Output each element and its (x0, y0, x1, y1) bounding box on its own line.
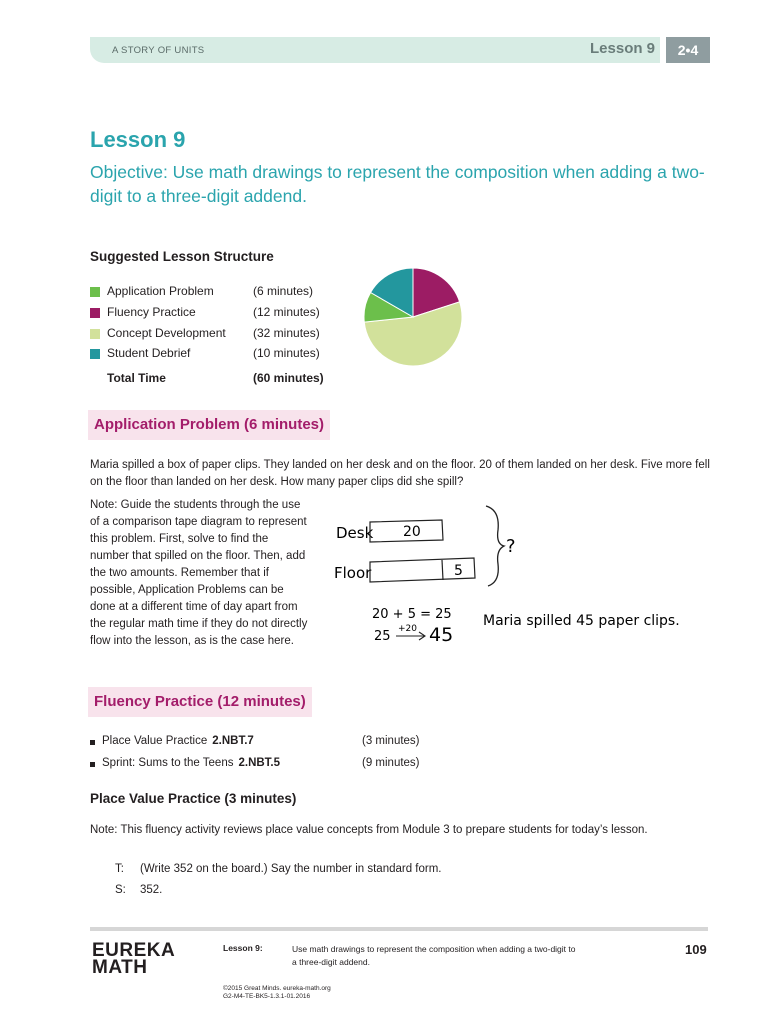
total-brace (486, 506, 504, 586)
floor-label: Floor (334, 564, 372, 582)
fluency-item-label: Sprint: Sums to the Teens (102, 757, 234, 769)
legend-label: Application Problem (107, 284, 214, 298)
standard-code: 2.NBT.5 (238, 757, 281, 769)
dialog-text: (Write 352 on the board.) Say the number in standard form. (140, 863, 442, 875)
objective: Objective: Use math drawings to represent the composition when adding a two-digit to a three-digit addend. (90, 162, 705, 206)
lesson-title: Lesson 9 (90, 127, 186, 152)
legend-label: Student Debrief (107, 346, 191, 360)
logo-line-1: EUREKA (92, 940, 176, 961)
document-code: G2-M4-TE-BK5-1.3.1-01.2016 (223, 993, 311, 1000)
dialog-speaker: S: (115, 884, 126, 896)
equation-2-start: 25 (374, 629, 391, 644)
footer-rule (90, 927, 708, 931)
application-problem: Maria spilled a box of paper clips. They landed on her desk and on the floor. 20 of them landed on her desk. Five more fell on the floor than landed on her desk. How many paper clips did she spill? (90, 459, 710, 488)
logo-line-2: MATH (92, 957, 148, 978)
legend-swatch (90, 349, 100, 359)
total-label: Total Time (107, 371, 166, 385)
equation-1: 20 + 5 = 25 (372, 607, 452, 622)
legend-swatch (90, 329, 100, 339)
legend-minutes: (32 minutes) (253, 326, 320, 340)
bullet-icon (90, 762, 95, 767)
series-title: A STORY OF UNITS (112, 45, 205, 56)
unknown-question: ? (506, 536, 516, 557)
standard-code: 2.NBT.7 (212, 735, 254, 747)
bullet-icon (90, 740, 95, 745)
fluency-item-text (102, 757, 280, 769)
desk-value: 20 (403, 524, 421, 540)
answer-statement: Maria spilled 45 paper clips. (483, 613, 680, 629)
page-number: 109 (685, 942, 707, 957)
fluency-item-minutes: (9 minutes) (362, 757, 420, 769)
legend-label: Fluency Practice (107, 305, 196, 319)
dialog-text: 352. (140, 884, 163, 896)
legend-minutes: (10 minutes) (253, 346, 320, 360)
footer-description: Use math drawings to represent the composition when adding a two-digit to a three-digit addend. (292, 944, 576, 967)
footer-lesson-label: Lesson 9: (223, 943, 263, 953)
student-work-drawing (330, 500, 710, 660)
application-note: Note: Guide the students through the use of a comparison tape diagram to represent this problem. First, solve to find the number that spilled on the floor. Then, add the two amounts. Remember that if possible, Application Problems can be done at a different time of day apart from the regular math time if they do not directly flow into the lesson, as is the case here. (90, 499, 308, 647)
legend-swatch (90, 308, 100, 318)
fluency-item-text (102, 735, 254, 747)
dialog-line (115, 863, 442, 875)
lesson-structure-pie-chart (362, 266, 464, 368)
fluency-item-label: Place Value Practice (102, 735, 208, 747)
floor-value: 5 (454, 563, 463, 579)
total-minutes: (60 minutes) (253, 371, 324, 385)
eureka-math-logo (92, 942, 175, 976)
place-value-note: Note: This fluency activity reviews place value concepts from Module 3 to prepare students for today’s lesson. (90, 824, 648, 836)
fluency-item-minutes: (3 minutes) (362, 735, 420, 747)
header-lesson: Lesson 9 (590, 40, 656, 57)
equation-2-result: 45 (429, 624, 454, 646)
application-heading: Application Problem (6 minutes) (88, 410, 330, 440)
dialog-line (115, 884, 162, 896)
desk-label: Desk (336, 524, 374, 542)
fluency-heading: Fluency Practice (12 minutes) (88, 687, 312, 717)
dialog-speaker: T: (115, 863, 124, 875)
equation-2-arrow-label: +20 (398, 624, 417, 634)
module-tag: 2•4 (666, 37, 710, 63)
structure-title: Suggested Lesson Structure (90, 249, 274, 264)
legend-minutes: (6 minutes) (253, 284, 314, 298)
footer-copyright (223, 985, 331, 1001)
copyright-text: ©2015 Great Minds. eureka-math.org (223, 985, 331, 992)
legend-minutes: (12 minutes) (253, 305, 320, 319)
place-value-title: Place Value Practice (3 minutes) (90, 791, 297, 806)
floor-divider (442, 560, 443, 580)
legend-label: Concept Development (107, 326, 226, 340)
legend-swatch (90, 287, 100, 297)
